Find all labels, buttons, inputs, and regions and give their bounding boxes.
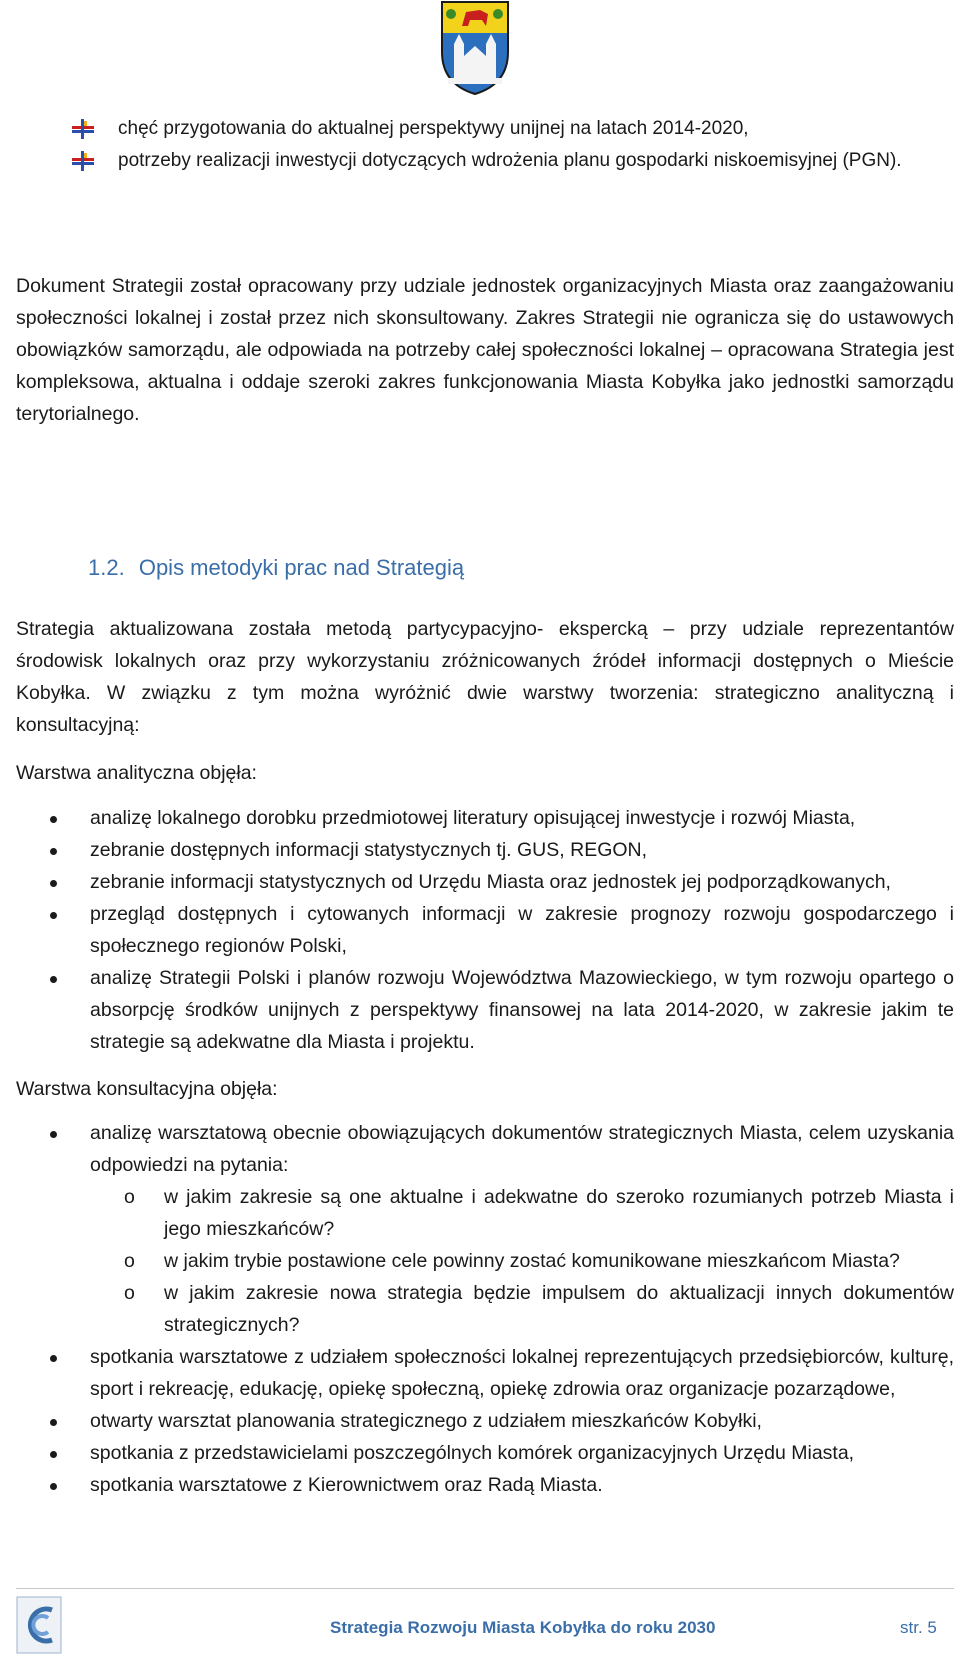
footer-divider <box>16 1588 954 1589</box>
footer-title: Strategia Rozwoju Miasta Kobyłka do roku 2030 <box>330 1618 716 1637</box>
list-item-text: analizę warsztatową obecnie obowiązujących dokumentów strategicznych Miasta, celem uzyskania odpowiedzi na pytania: <box>90 1122 954 1176</box>
circle-bullet-icon: o <box>124 1282 135 1304</box>
list-item-text: spotkania warsztatowe z udziałem społeczności lokalnej reprezentujących przedsiębiorców, kulturę, sport i rekreację, edukację, opiekę społeczną, opiekę zdrowia oraz organizacje pozarządowe, <box>90 1346 954 1400</box>
city-crest-icon <box>440 0 510 96</box>
list-item <box>16 1117 954 1341</box>
consult-list <box>16 1117 954 1501</box>
list-item <box>16 834 954 866</box>
circle-bullet-icon: o <box>124 1250 135 1272</box>
list-item <box>16 802 954 834</box>
list-item <box>16 1405 954 1437</box>
bullet-icon <box>50 912 57 919</box>
question-list <box>90 1181 954 1341</box>
question-text: w jakim trybie postawione cele powinny zostać komunikowane mieszkańcom Miasta? <box>164 1250 900 1272</box>
bullet-icon <box>50 848 57 855</box>
list-item <box>16 962 954 1058</box>
analytic-layer-label: Warstwa analityczna objęła: <box>16 762 257 784</box>
paragraph: Dokument Strategii został opracowany przy udziale jednostek organizacyjnych Miasta oraz zaangażowaniu społeczności lokalnej i został przez nich skonsultowany. Zakres Strategii nie ogranicza się do ustawowych obowiązków samorządu, ale odpowiada na potrzeby całej społeczności lokalnej – opracowana Strategia jest kompleksowa, aktualna i oddaje szeroki zakres funkcjonowania Miasta Kobyłka jako jednostki samorządu terytorialnego. <box>16 275 954 425</box>
bullet-icon <box>50 880 57 887</box>
analytic-list <box>16 802 954 1058</box>
section-heading <box>88 553 464 583</box>
section-title: Opis metodyki prac nad Strategią <box>138 555 465 580</box>
bullet-icon <box>50 1483 57 1490</box>
list-item-text: potrzeby realizacji inwestycji dotyczących wdrożenia planu gospodarki niskoemisyjnej (PGN). <box>118 150 902 171</box>
list-item <box>72 145 902 177</box>
list-item <box>16 1437 954 1469</box>
question-text: w jakim zakresie nowa strategia będzie impulsem do aktualizacji innych dokumentów strategicznych? <box>164 1282 954 1336</box>
list-item <box>16 898 954 962</box>
list-item-text: zebranie informacji statystycznych od Urzędu Miasta oraz jednostek jej podporządkowanych, <box>90 871 891 893</box>
question-item <box>90 1245 954 1277</box>
list-item <box>16 866 954 898</box>
flag-bullet-icon <box>72 151 94 171</box>
question-item <box>90 1181 954 1245</box>
list-item-text: zebranie dostępnych informacji statystycznych tj. GUS, REGON, <box>90 839 648 861</box>
bullet-icon <box>50 1131 57 1138</box>
consult-layer-label: Warstwa konsultacyjna objęła: <box>16 1078 278 1100</box>
question-text: w jakim zakresie są one aktualne i adekwatne do szeroko rozumianych potrzeb Miasta i jego mieszkańców? <box>164 1186 954 1240</box>
page-number: str. 5 <box>900 1618 937 1637</box>
section-number: 1.2. <box>88 555 125 580</box>
list-item <box>72 113 902 145</box>
bullet-icon <box>50 976 57 983</box>
publisher-logo-icon <box>16 1596 62 1654</box>
list-item <box>16 1469 954 1501</box>
list-item-text: spotkania warsztatowe z Kierownictwem oraz Radą Miasta. <box>90 1474 603 1496</box>
paragraph: Strategia aktualizowana została metodą partycypacyjno- ekspercką – przy udziale reprezentantów środowisk lokalnych oraz przy wykorzystaniu zróżnicowanych źródeł informacji dostępnych o Mieście Kobyłka. W związku z tym można wyróżnić dwie warstwy tworzenia: strategiczno analityczną i konsultacyjną: <box>16 618 954 736</box>
list-item-text: przegląd dostępnych i cytowanych informacji w zakresie prognozy rozwoju gospodarczego i społecznego regionów Polski, <box>90 903 954 957</box>
list-item-text: otwarty warsztat planowania strategicznego z udziałem mieszkańców Kobyłki, <box>90 1410 762 1432</box>
flag-bullet-icon <box>72 119 94 139</box>
question-item <box>90 1277 954 1341</box>
list-item <box>16 1341 954 1405</box>
circle-bullet-icon: o <box>124 1186 135 1208</box>
list-item-text: spotkania z przedstawicielami poszczególnych komórek organizacyjnych Urzędu Miasta, <box>90 1442 855 1464</box>
top-list <box>72 113 902 177</box>
list-item-text: chęć przygotowania do aktualnej perspektywy unijnej na latach 2014-2020, <box>118 118 749 139</box>
bullet-icon <box>50 1451 57 1458</box>
list-item-text: analizę lokalnego dorobku przedmiotowej literatury opisującej inwestycje i rozwój Miasta, <box>90 807 856 829</box>
bullet-icon <box>50 816 57 823</box>
list-item-text: analizę Strategii Polski i planów rozwoju Województwa Mazowieckiego, w tym rozwoju opartego o absorpcję środków unijnych z perspektywy finansowej na lata 2014-2020, w zakresie jakim te strategie są adekwatne dla Miasta i projektu. <box>90 967 954 1053</box>
bullet-icon <box>50 1419 57 1426</box>
bullet-icon <box>50 1355 57 1362</box>
